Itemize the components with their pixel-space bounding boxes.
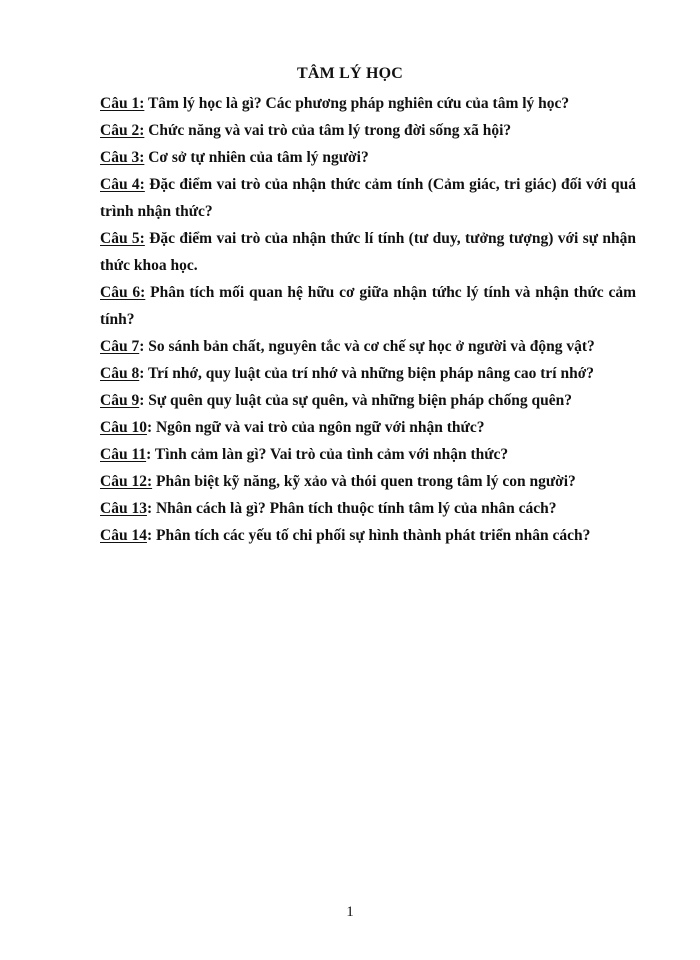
question-text: Đặc điểm vai trò của nhận thức lí tính (tư duy, tưởng tượng) với sự nhận thức khoa học. (100, 230, 637, 274)
question-label: Câu 1: (100, 95, 145, 112)
question-item (100, 90, 636, 117)
question-item (100, 495, 636, 522)
question-item (100, 225, 636, 279)
question-text: : Nhân cách là gì? Phân tích thuộc tính tâm lý của nhân cách? (146, 500, 557, 517)
question-item (100, 333, 636, 360)
question-list (100, 90, 636, 549)
question-item (100, 441, 636, 468)
page-number: 1 (346, 904, 354, 920)
question-text: Phân biệt kỹ năng, kỹ xảo và thói quen trong tâm lý con người? (152, 473, 576, 490)
question-text: : Sự quên quy luật của sự quên, và những biện pháp chống quên? (139, 392, 572, 409)
question-label: Câu 3: (100, 149, 145, 166)
question-label: Câu 9 (100, 392, 140, 409)
question-text: : Tình cảm làn gì? Vai trò của tình cảm với nhận thức? (146, 446, 509, 463)
question-text: Tâm lý học là gì? Các phương pháp nghiên cứu của tâm lý học? (144, 95, 570, 112)
question-text: : Trí nhớ, quy luật của trí nhớ và những biện pháp nâng cao trí nhớ? (139, 365, 595, 382)
question-item (100, 387, 636, 414)
question-item (100, 468, 636, 495)
question-label: Câu 5: (100, 230, 145, 247)
question-text: Đặc điểm vai trò của nhận thức cảm tính (Cảm giác, tri giác) đối với quá trình nhận thức? (100, 176, 636, 220)
question-label: Câu 11 (100, 446, 147, 463)
question-item (100, 117, 636, 144)
question-item (100, 522, 636, 549)
question-text: : Ngôn ngữ và vai trò của ngôn ngữ với nhận thức? (146, 419, 485, 436)
question-label: Câu 12: (100, 473, 153, 490)
question-text: Phân tích mối quan hệ hữu cơ giữa nhận tứhc lý tính và nhận thức cảm tính? (100, 284, 636, 328)
question-item (100, 171, 636, 225)
question-label: Câu 10 (100, 419, 147, 436)
question-item (100, 144, 636, 171)
question-text: : Phân tích các yếu tố chi phối sự hình thành phát triển nhân cách? (146, 527, 591, 544)
question-item (100, 414, 636, 441)
question-text: Cơ sở tự nhiên của tâm lý người? (144, 149, 369, 166)
question-item (100, 279, 636, 333)
document-title: TÂM LÝ HỌC (297, 65, 403, 82)
question-item (100, 360, 636, 387)
question-label: Câu 2: (100, 122, 145, 139)
question-label: Câu 8 (100, 365, 140, 382)
question-label: Câu 6: (100, 284, 146, 301)
question-text: : So sánh bản chất, nguyên tắc và cơ chế sự học ở người và động vật? (139, 338, 595, 355)
question-label: Câu 4: (100, 176, 145, 193)
question-text: Chức năng và vai trò của tâm lý trong đời sống xã hội? (144, 122, 512, 139)
question-label: Câu 13 (100, 500, 147, 517)
question-label: Câu 7 (100, 338, 140, 355)
question-label: Câu 14 (100, 527, 147, 544)
